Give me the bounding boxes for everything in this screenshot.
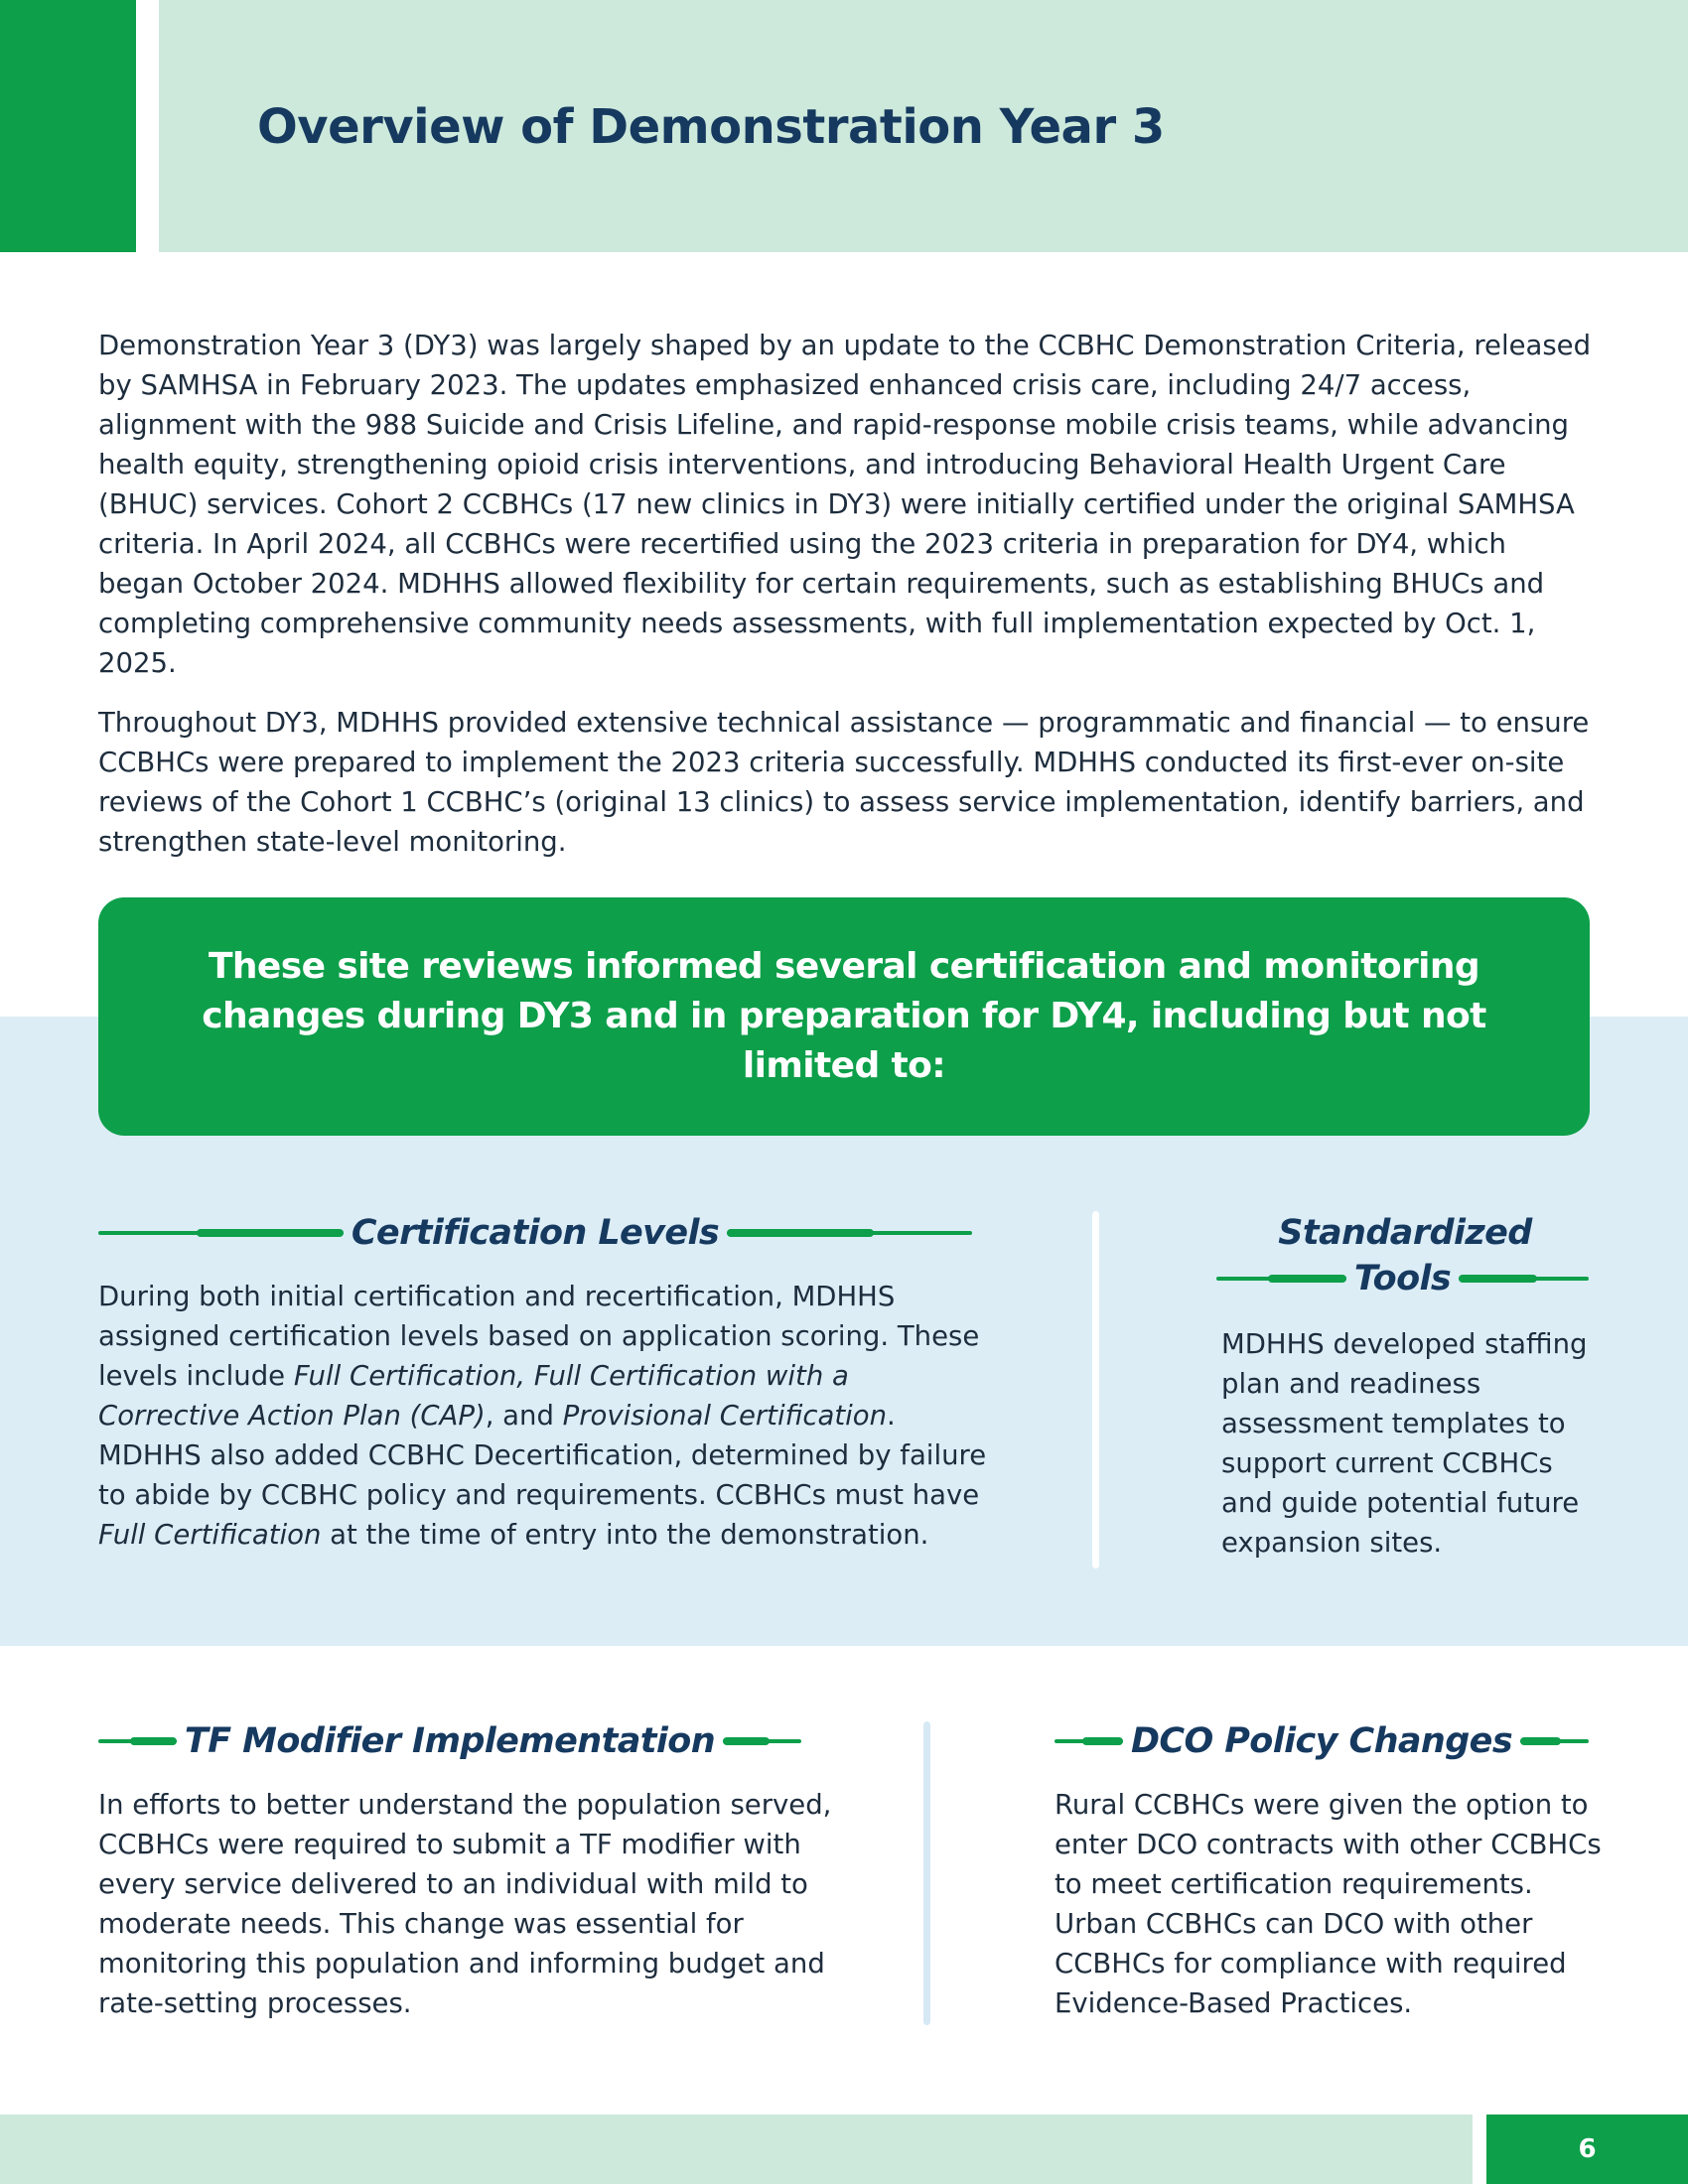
tools-heading-line2 bbox=[1216, 1259, 1589, 1298]
tools-heading-text-1: Standardized bbox=[1278, 1213, 1532, 1253]
intro-section bbox=[98, 326, 1598, 862]
certification-text-3: . MDHHS also added CCBHC Decertification, determined by failure to abide by CCBHC policy and requirements. CCBHCs must have bbox=[98, 1400, 987, 1511]
dco-body: Rural CCBHCs were given the option to enter DCO contracts with other CCBHCs to meet certification requirements. Urban CCBHCs can DCO with other CCBHCs for compliance with required Evidence-Based Practices. bbox=[1055, 1789, 1602, 2019]
certification-body bbox=[98, 1277, 992, 1555]
certification-text-2: , and bbox=[485, 1400, 563, 1432]
certification-text-4: at the time of entry into the demonstration. bbox=[321, 1519, 929, 1551]
dco-heading bbox=[1055, 1721, 1589, 1761]
tools-heading-line1 bbox=[1192, 1213, 1618, 1253]
column-divider bbox=[923, 1721, 930, 2025]
page-title: Overview of Demonstration Year 3 bbox=[257, 99, 1165, 155]
dco-heading-text: DCO Policy Changes bbox=[1130, 1721, 1513, 1761]
heading-rule-left bbox=[98, 1231, 344, 1235]
heading-rule-right bbox=[723, 1739, 801, 1743]
intro-paragraph-1: Demonstration Year 3 (DY3) was largely shaped by an update to the CCBHC Demonstration Criteria, released by SAMHSA in February 2023. The updates emphasized enhanced crisis care, including 24/7 access, alignment with the 988 Suicide and Crisis Lifeline, and rapid-response mobile crisis teams, while advancing health equity, strengthening opioid crisis interventions, and introducing Behavioral Health Urgent Care (BHUC) services. Cohort 2 CCBHCs (17 new clinics in DY3) were initially certified under the original SAMHSA criteria. In April 2024, all CCBHCs were recertified using the 2023 criteria in preparation for DY4, which began October 2024. MDHHS allowed flexibility for certain requirements, such as establishing BHUCs and completing comprehensive community needs assessments, with full implementation expected by Oct. 1, 2025. bbox=[98, 330, 1592, 679]
heading-rule-left bbox=[1216, 1277, 1346, 1281]
intro-paragraph-2: Throughout DY3, MDHHS provided extensive technical assistance — programmatic and financial — to ensure CCBHCs were prepared to implement the 2023 criteria successfully. MDHHS conducted its first-ever on-site reviews of the Cohort 1 CCBHC’s (original 13 clinics) to assess service implementation, identify barriers, and strengthen state-level monitoring. bbox=[98, 707, 1590, 858]
heading-rule-right bbox=[1459, 1277, 1589, 1281]
certification-heading-text: Certification Levels bbox=[351, 1213, 720, 1253]
heading-rule-left bbox=[98, 1739, 177, 1743]
tf-modifier-heading-text: TF Modifier Implementation bbox=[184, 1721, 716, 1761]
header-gap bbox=[136, 0, 159, 252]
footer-band bbox=[0, 2115, 1473, 2184]
tf-modifier-heading bbox=[98, 1721, 801, 1761]
heading-rule-right bbox=[1520, 1739, 1589, 1743]
certification-heading bbox=[98, 1213, 972, 1253]
callout-text: These site reviews informed several certification and monitoring changes during DY3 and in preparation for DY4, including but not limited to: bbox=[202, 946, 1486, 1086]
heading-rule-left bbox=[1055, 1739, 1123, 1743]
page-number: 6 bbox=[1486, 2115, 1688, 2184]
column-divider bbox=[1092, 1211, 1099, 1569]
callout-box bbox=[98, 897, 1590, 1136]
certification-emphasis-1: Full Certification, Full Certification with a Corrective Action Plan (CAP) bbox=[98, 1360, 849, 1432]
tools-body: MDHHS developed staffing plan and readiness assessment templates to support current CCBHCs and guide potential future expansion sites. bbox=[1221, 1328, 1588, 1559]
certification-emphasis-3: Full Certification bbox=[98, 1519, 322, 1551]
heading-rule-right bbox=[727, 1231, 972, 1235]
tf-modifier-body: In efforts to better understand the population served, CCBHCs were required to submit a TF modifier with every service delivered to an individual with mild to moderate needs. This change was essential for monitoring this population and informing budget and rate-setting processes. bbox=[98, 1789, 832, 2019]
certification-emphasis-2: Provisional Certification bbox=[562, 1400, 888, 1432]
tools-heading-text-2: Tools bbox=[1353, 1259, 1452, 1298]
header-accent-bar bbox=[0, 0, 136, 252]
certification-text-1: During both initial certification and recertification, MDHHS assigned certification levels based on application scoring. These levels include bbox=[98, 1281, 980, 1392]
